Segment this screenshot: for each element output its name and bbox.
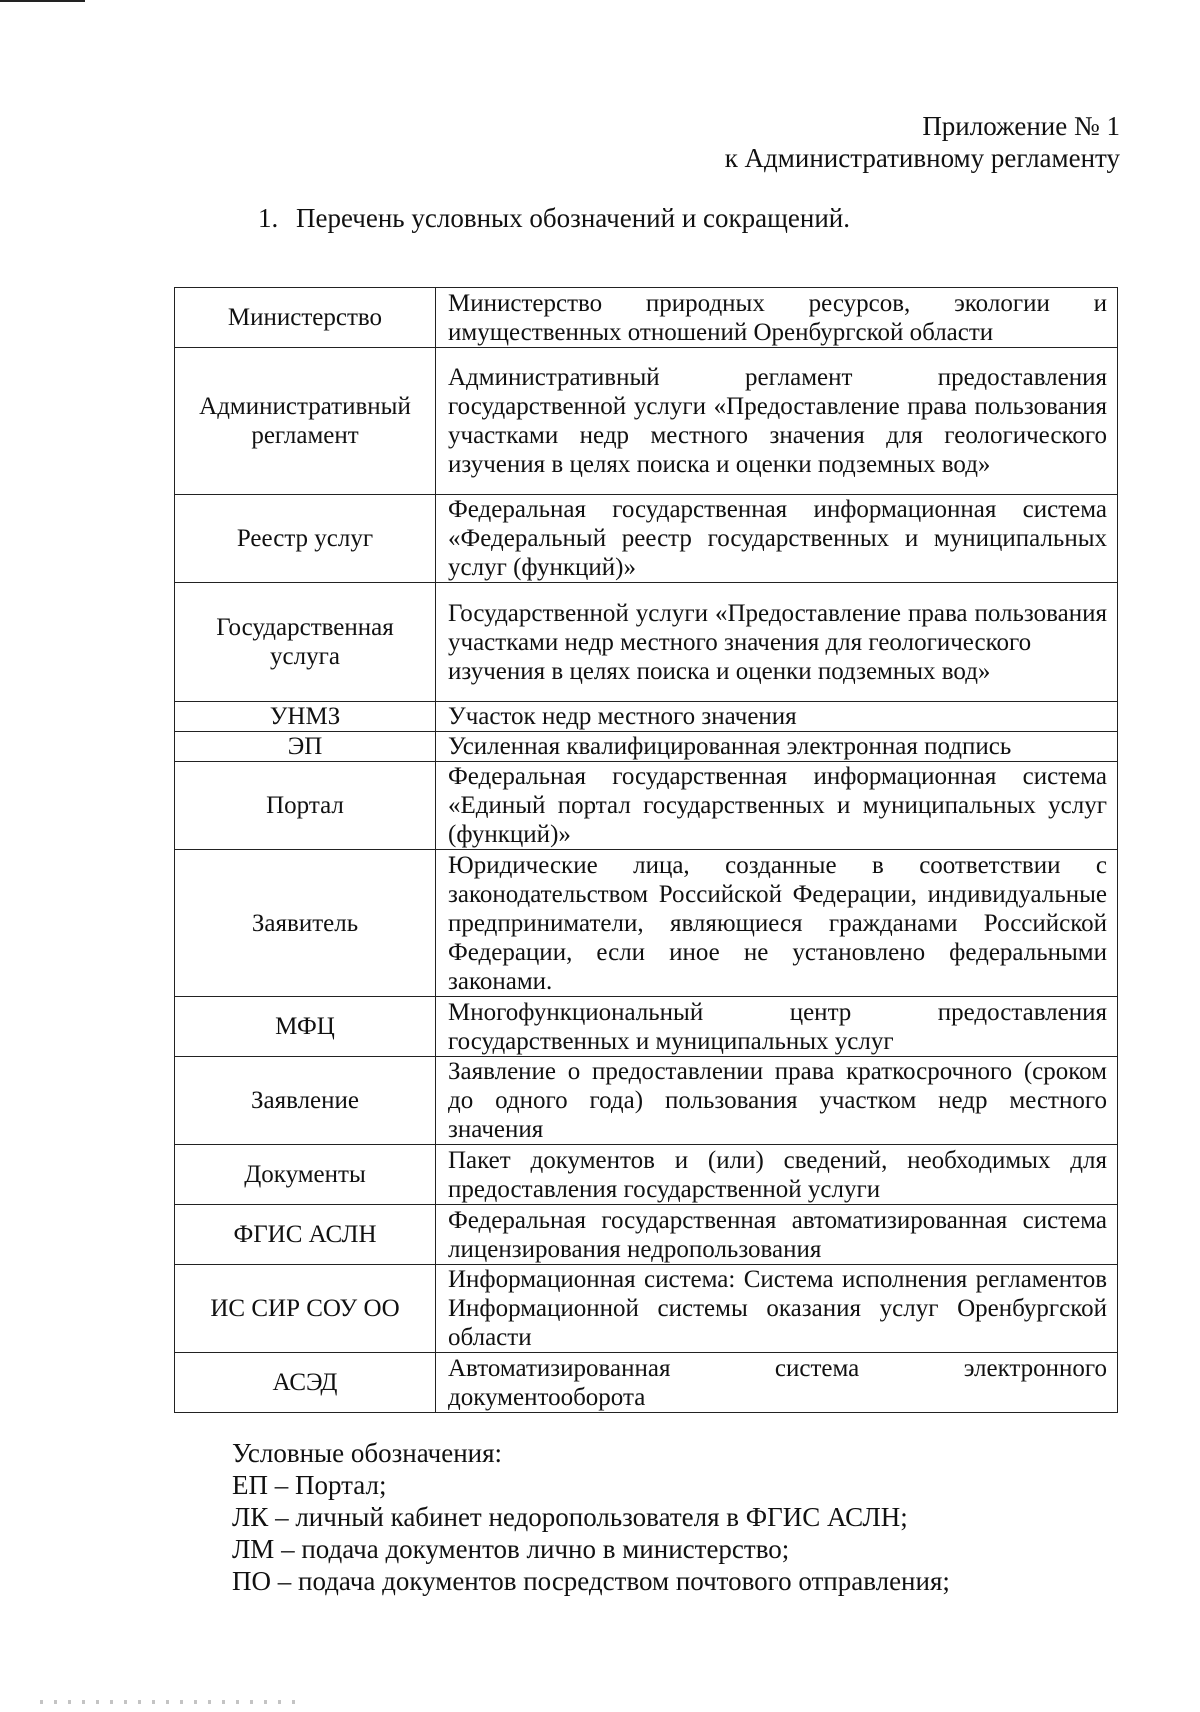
definition-cell: Министерство природных ресурсов, экологии и имущественных отношений Оренбургской области <box>436 288 1118 348</box>
definition-text: Государственной услуги «Предоставление права пользования участками недр местного значения для геологического <box>448 599 1107 656</box>
definition-cell: Федеральная государственная информационная система «Единый портал государственных и муниципальных услуг (функций)» <box>436 762 1118 850</box>
term-cell: Государственная услуга <box>175 583 436 702</box>
scan-artifact-bottom <box>40 1700 300 1704</box>
definition-cell: Федеральная государственная автоматизированная система лицензирования недропользования <box>436 1205 1118 1265</box>
table-row <box>175 762 1118 850</box>
legend-title: Условные обозначения: <box>232 1438 503 1468</box>
definition-cell: Заявление о предоставлении права краткосрочного (сроком до одного года) пользования участком недр местного значения <box>436 1057 1118 1145</box>
table-row <box>175 1057 1118 1145</box>
definition-cell: Юридические лица, созданные в соответствии с законодательством Российской Федерации, индивидуальные предприниматели, являющиеся гражданами Российской Федерации, если иное не установлено федеральными законами. <box>436 850 1118 997</box>
definition-cell: Федеральная государственная информационная система «Федеральный реестр государственных и муниципальных услуг (функций)» <box>436 495 1118 583</box>
definition-cell: Усиленная квалифицированная электронная подпись <box>436 732 1118 762</box>
scan-artifact-top <box>0 0 85 2</box>
legend-item: ПО – подача документов посредством почтового отправления; <box>232 1566 950 1596</box>
term-cell: Административный регламент <box>175 348 436 495</box>
table-row <box>175 495 1118 583</box>
section-number: 1. <box>258 203 279 233</box>
table-row <box>175 1145 1118 1205</box>
definition-cell: Пакет документов и (или) сведений, необходимых для предоставления государственной услуги <box>436 1145 1118 1205</box>
section-title: Перечень условных обозначений и сокращений. <box>296 203 850 233</box>
appendix-header <box>725 110 1120 174</box>
abbreviations-table <box>174 287 1118 1413</box>
appendix-line-1: Приложение № 1 <box>922 111 1120 141</box>
term-cell: ЭП <box>175 732 436 762</box>
table-row <box>175 702 1118 732</box>
term-cell: ФГИС АСЛН <box>175 1205 436 1265</box>
definition-cell: Многофункциональный центр предоставления государственных и муниципальных услуг <box>436 997 1118 1057</box>
term-cell: Реестр услуг <box>175 495 436 583</box>
legend-item: ЛМ – подача документов лично в министерство; <box>232 1534 790 1564</box>
definition-cell <box>436 583 1118 702</box>
table-row <box>175 1205 1118 1265</box>
legend-block <box>232 1437 950 1597</box>
appendix-line-2: к Административному регламенту <box>724 143 1120 173</box>
term-cell: АСЭД <box>175 1353 436 1413</box>
table-row <box>175 850 1118 997</box>
table-row <box>175 997 1118 1057</box>
term-cell: Портал <box>175 762 436 850</box>
term-cell: УНМЗ <box>175 702 436 732</box>
table-row <box>175 348 1118 495</box>
section-heading <box>258 202 850 234</box>
definition-cell: Автоматизированная система электронного документооборота <box>436 1353 1118 1413</box>
table-row <box>175 1353 1118 1413</box>
table-row <box>175 732 1118 762</box>
term-cell: Заявление <box>175 1057 436 1145</box>
definition-cell: Участок недр местного значения <box>436 702 1118 732</box>
legend-item: ЛК – личный кабинет недоропользователя в ФГИС АСЛН; <box>232 1502 908 1532</box>
definition-text-continued: изучения в целях поиска и оценки подземных вод» <box>448 657 991 685</box>
term-cell: МФЦ <box>175 997 436 1057</box>
table-row <box>175 288 1118 348</box>
term-cell: Документы <box>175 1145 436 1205</box>
term-cell: Заявитель <box>175 850 436 997</box>
table-row <box>175 583 1118 702</box>
term-cell: ИС СИР СОУ ОО <box>175 1265 436 1353</box>
legend-item: ЕП – Портал; <box>232 1470 387 1500</box>
table-row <box>175 1265 1118 1353</box>
definition-cell: Административный регламент предоставления государственной услуги «Предоставление права пользования участками недр местного значения для геологического изучения в целях поиска и оценки подземных вод» <box>436 348 1118 495</box>
term-cell: Министерство <box>175 288 436 348</box>
definition-cell: Информационная система: Система исполнения регламентов Информационной системы оказания услуг Оренбургской области <box>436 1265 1118 1353</box>
